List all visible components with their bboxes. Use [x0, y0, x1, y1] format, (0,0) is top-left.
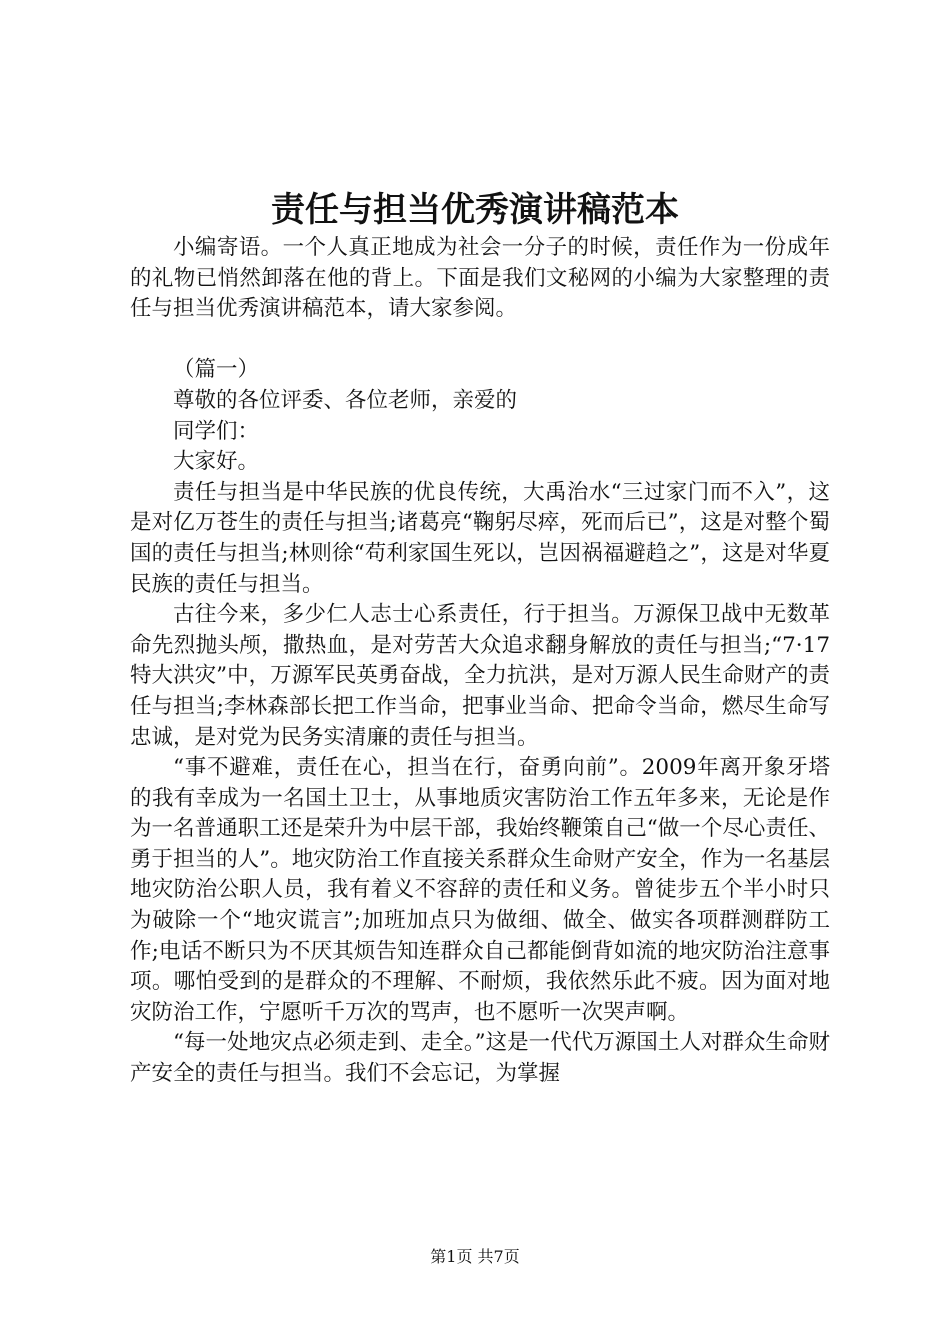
document-body — [130, 233, 830, 1090]
page-footer: 第1页 共7页 — [430, 1247, 520, 1266]
body-paragraph: 古往今来，多少仁人志士心系责任，行于担当。万源保卫战中无数革命先烈抛头颅，撒热血，是对劳苦大众追求翻身解放的责任与担当;“7·17特大洪灾”中，万源军民英勇奋战，全力抗洪，是对万源人民生命财产的责任与担当;李林森部长把工作当命，把事业当命、把命令当命，燃尽生命写忠诚，是对党为民务实清廉的责任与担当。 — [130, 602, 830, 750]
document-title: 责任与担当优秀演讲稿范本 — [271, 190, 679, 230]
greeting-line-3: 大家好。 — [173, 449, 260, 475]
body-paragraph: 责任与担当是中华民族的优良传统，大禹治水“三过家门而不入”，这是对亿万苍生的责任与担当;诸葛亮“鞠躬尽瘁，死而后已”，这是对整个蜀国的责任与担当;林则徐“苟利家国生死以，岂因祸福避趋之”，这是对华夏民族的责任与担当。 — [130, 479, 830, 597]
body-paragraph: “事不避难，责任在心，担当在行，奋勇向前”。2009年离开象牙塔的我有幸成为一名国土卫士，从事地质灾害防治工作五年多来，无论是作为一名普通职工还是荣升为中层干部，我始终鞭策自己“做一个尽心责任、勇于担当的人”。地灾防治工作直接关系群众生命财产安全，作为一名基层地灾防治公职人员，我有着义不容辞的责任和义务。曾徒步五个半小时只为破除一个“地灾谎言”;加班加点只为做细、做全、做实各项群测群防工作;电话不断只为不厌其烦告知连群众自己都能倒背如流的地灾防治注意事项。哪怕受到的是群众的不理解、不耐烦，我依然乐此不疲。因为面对地灾防治工作，宁愿听千万次的骂声，也不愿听一次哭声啊。 — [130, 755, 830, 1025]
body-paragraph: “每一处地灾点必须走到、走全。”这是一代代万源国土人对群众生命财产安全的责任与担当。我们不会忘记，为掌握 — [130, 1030, 830, 1087]
greeting-line-1: 尊敬的各位评委、各位老师，亲爱的 — [173, 387, 518, 413]
intro-paragraph: 小编寄语。一个人真正地成为社会一分子的时候，责任作为一份成年的礼物已悄然卸落在他的背上。下面是我们文秘网的小编为大家整理的责任与担当优秀演讲稿范本，请大家参阅。 — [130, 235, 830, 322]
section-label: （篇一） — [173, 357, 260, 383]
greeting-line-2: 同学们： — [173, 418, 260, 444]
